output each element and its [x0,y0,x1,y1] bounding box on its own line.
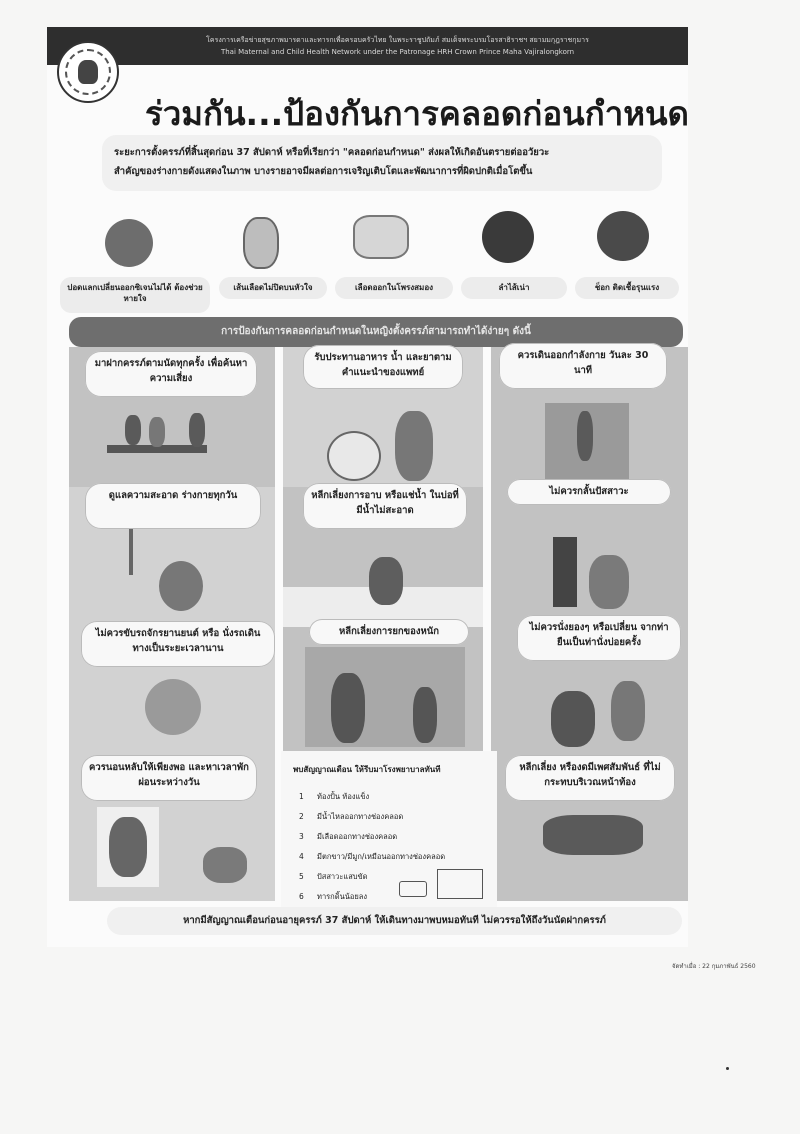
network-logo [57,41,119,103]
heart-icon [243,217,279,269]
warning-sign-item: 1 ท้องปั้น ท้องแข็ง [299,792,370,801]
tip-cell-lifting [283,627,483,751]
warning-sign-item: 3 มีเลือดออกทางช่องคลอด [299,832,398,841]
ambulance-icon [399,881,427,897]
tip-bathing: หลีกเลี่ยงการอาบ หรือแช่น้ำ ในบ่อที่มีน้ำไม่สะอาด [303,483,467,529]
effect-label-heart: เส้นเลือดไม่ปิดบนหัวใจ [219,277,327,299]
network-name-th: โครงการเครือข่ายสุขภาพมารดาและทารกเพื่อครอบครัวไทย ในพระราชูปถัมภ์ สมเด็จพระบรมโอรสาธิราชฯ สยามมกุฎราชกุมาร [206,36,589,44]
effect-label-shock: ช็อก ติดเชื้อรุนแรง [575,277,679,299]
effect-label-intestine: ลำไส้เน่า [461,277,567,299]
intro-line-1: ระยะการตั้งครรภ์ที่สิ้นสุดก่อน 37 สัปดาห์ หรือที่เรียกว่า "คลอดก่อนกำหนด" ส่งผลให้เกิดอันตรายต่ออวัยวะ [114,147,550,158]
warning-signs-box [281,751,497,927]
warning-sign-item: 2 มีน้ำไหลออกทางช่องคลอด [299,812,404,821]
baby-incubator-icon [597,211,649,261]
tip-nutrition: รับประทานอาหาร น้ำ และยาตามคำแนะนำของแพทย์ [303,345,463,389]
header-bar [47,27,688,65]
network-name-en: Thai Maternal and Child Health Network under the Patronage HRH Crown Prince Maha Vajiralongkorn [220,48,575,56]
scan-speck [726,1067,729,1070]
tip-cell-urination [491,487,688,627]
warning-sign-item: 5 ปัสสาวะแสบขัด [299,872,368,881]
intro-line-2: สำคัญของร่างกายดังแสดงในภาพ บางรายอาจมีผลต่อการเจริญเติบโตและพัฒนาการที่ผิดปกติเมื่อโตขึ้น [114,166,533,177]
tip-lifting: หลีกเลี่ยงการยกของหนัก [309,619,469,645]
brain-icon [353,215,409,259]
warning-sign-item: 6 ทารกดิ้นน้อยลง [299,892,368,901]
intro-text [102,135,662,191]
tip-sex: หลีกเลี่ยง หรืองดมีเพศสัมพันธ์ ที่ไม่กระทบบริเวณหน้าท้อง [505,755,675,801]
tip-posture: ไม่ควรนั่งยองๆ หรือเปลี่ยน จากท่ายืนเป็นท่านั่งบ่อยครั้ง [517,615,681,661]
poster [47,27,756,970]
publish-date: จัดทำเมื่อ : 22 กุมภาพันธ์ 2560 [672,963,756,970]
tip-travel: ไม่ควรขับรถจักรยานยนต์ หรือ นั่งรถเดินทางเป็นระยะเวลานาน [81,621,275,667]
tip-urination: ไม่ควรกลั้นปัสสาวะ [507,479,671,505]
effect-label-lungs: ปอดแลกเปลี่ยนออกซิเจนไม่ได้ ต้องช่วยหายใจ [60,277,210,313]
tip-hygiene: ดูแลความสะอาด ร่างกายทุกวัน [85,483,261,529]
effect-label-brain: เลือดออกในโพรงสมอง [335,277,453,299]
footer-note: หากมีสัญญาณเตือนก่อนอายุครรภ์ 37 สัปดาห์ ให้เดินทางมาพบหมอทันที ไม่ควรรอให้ถึงวันนัดฝากครรภ์ [107,907,682,935]
tip-rest: ควรนอนหลับให้เพียงพอ และหาเวลาพักผ่อนระหว่างวัน [81,755,257,801]
tip-exercise: ควรเดินออกกำลังกาย วันละ 30 นาที [499,343,667,389]
warning-sign-item: 4 มีตกขาว/มีมูก/เหมือนออกทางช่องคลอด [299,852,446,861]
prevention-banner: การป้องกันการคลอดก่อนกำหนดในหญิงตั้งครรภ์สามารถทำได้ง่ายๆ ดังนี้ [69,317,683,347]
hospital-icon [437,869,483,899]
lungs-icon [105,219,153,267]
poster-title: ร่วมกัน...ป้องกันการคลอดก่อนกำหนด [145,94,689,133]
warning-signs-heading: พบสัญญาณเตือน ให้รีบมาโรงพยาบาลทันที [293,765,441,774]
tip-checkup: มาฝากครรภ์ตามนัดทุกครั้ง เพื่อค้นหาความเสี่ยง [85,351,257,397]
intestine-icon [482,211,534,263]
